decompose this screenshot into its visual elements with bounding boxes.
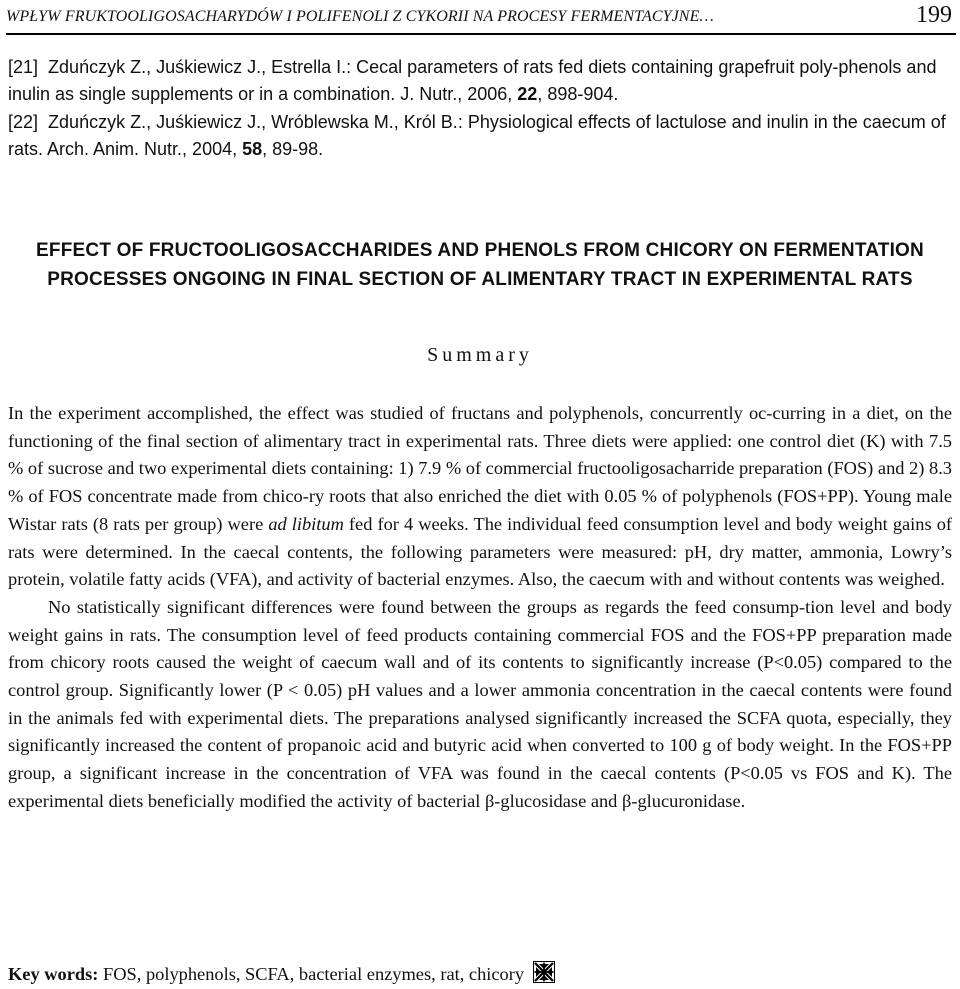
running-head (6, 2, 956, 30)
abstract-paragraph-2: No statistically significant differences were found between the groups as regards the feed consump-tion level and body weight gains in rats. The consumption level of feed products containing commercial FOS and the FOS+PP preparation made from chicory roots caused the weight of caecum wall and of its contents to significantly increase (P<0.05) compared to the control group. Significantly lower (P < 0.05) pH values and a lower ammonia concentration in the caecal contents were found in the animals fed with experimental diets. The preparations analysed significantly increased the SCFA quota, especially, they significantly increased the content of propanoic acid and butyric acid when converted to 100 g of body weight. In the FOS+PP group, a significant increase in the concentration of VFA was found in the caecal contents (P<0.05 vs FOS and K). The experimental diets beneficially modified the activity of bacterial β-glucosidase and β-glucuronidase. (8, 596, 952, 811)
summary-label: Summary (427, 344, 533, 366)
reference-volume: 58 (242, 139, 263, 159)
reference-list (8, 54, 952, 164)
abstract-paragraph-1 (8, 400, 952, 594)
end-of-article-ornament-icon (533, 961, 555, 989)
article-title-english: EFFECT OF FRUCTOOLIGOSACCHARIDES AND PHENOLS FROM CHICORY ON FERMENTATION PROCESSES ONGOING IN FINAL SECTION OF ALIMENTARY TRACT IN EXPERIMENTAL RATS (36, 240, 924, 290)
summary-abstract (8, 400, 952, 816)
reference-text: : Physiological effects of lactulose and inulin in the caecum of rats. Arch. Anim. Nutr., 2004, (8, 112, 946, 159)
reference-pages: , 89-98. (262, 139, 324, 159)
abstract-text: fed for 4 weeks. The individual feed consumption level and body weight gains of rats were determined. In the caecal contents, the following parameters were measured: pH, dry matter, ammonia, Lowry’s protein, volatile fatty acids (VFA), and activity of bacterial enzymes. Also, the caecum with and without contents was weighed. (8, 513, 953, 590)
reference-authors: Zduńczyk Z., Juśkiewicz J., Wróblewska M., Król B. (48, 112, 458, 132)
reference-volume: 22 (517, 84, 538, 104)
reference-authors: Zduńczyk Z., Juśkiewicz J., Estrella I. (48, 57, 347, 77)
reference-pages: , 898-904. (537, 84, 619, 104)
keywords-value: FOS, polyphenols, SCFA, bacterial enzymes, rat, chicory (98, 964, 525, 984)
keywords-line (8, 961, 952, 989)
reference-number: [21] (8, 57, 39, 77)
reference-number: [22] (8, 112, 39, 132)
reference-text: : Cecal parameters of rats fed diets containing grapefruit poly-phenols and inulin as single supplements or in a combination. J. Nutr., 2006, (8, 57, 937, 104)
abstract-italic-term: ad libitum (268, 513, 344, 534)
keywords-label: Key words: (8, 964, 99, 984)
running-head-title: WPŁYW FRUKTOOLIGOSACHARYDÓW I POLIFENOLI Z CYKORII NA PROCESY FERMENTACYJNE… (6, 8, 714, 25)
reference-item (8, 54, 952, 108)
abstract-text: In the experiment accomplished, the effect was studied of fructans and polyphenols, concurrently oc-curring in a diet, on the functioning of the final section of alimentary tract in experimental rats. Three diets were applied: one control diet (K) with 7.5 % of sucrose and two experimental diets containing: 1) 7.9 % of commercial fructooligosacharride preparation (FOS) and 2) 8.3 % of FOS concentrate made from chico-ry roots that also enriched the diet with 0.05 % of polyphenols (FOS+PP). Young male Wistar rats (8 rats per group) were (8, 403, 952, 534)
page-number: 199 (916, 2, 952, 28)
reference-item (8, 109, 952, 163)
header-rule (6, 33, 956, 35)
